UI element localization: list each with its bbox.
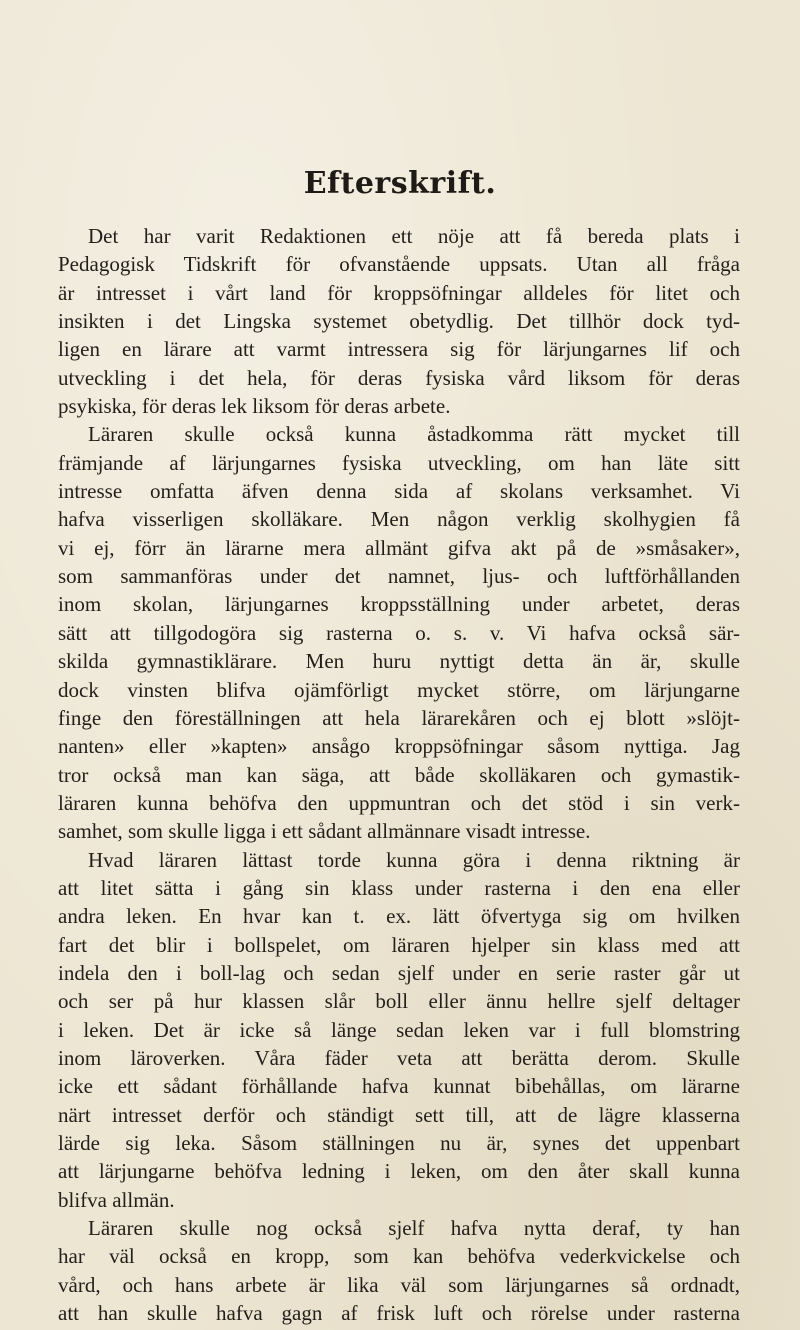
text-line: inom skolan, lärjungarnes kroppsställning under arbetet, deras: [58, 592, 740, 617]
text-line: Läraren skulle nog också sjelf hafva nytta deraf, ty han: [88, 1216, 740, 1241]
body-text: [58, 222, 740, 1327]
text-line: samhet, som skulle ligga i ett sådant allmännare visadt intresse.: [58, 819, 591, 844]
text-line: har väl också en kropp, som kan behöfva vederkvickelse och: [58, 1244, 740, 1269]
paragraph-3: [58, 846, 740, 1214]
text-line: läraren kunna behöfva den uppmuntran och det stöd i sin verk-: [58, 790, 740, 815]
text-line: vi ej, förr än lärarne mera allmänt gifva akt på de »småsaker»,: [58, 535, 740, 560]
text-line: närt intresset derför och ständigt sett till, att de lägre klasserna: [58, 1102, 740, 1127]
text-line: andra leken. En hvar kan t. ex. lätt öfvertyga sig om hvilken: [58, 904, 740, 929]
text-line: Hvad läraren lättast torde kunna göra i denna riktning är: [88, 847, 740, 872]
paragraph-2: [58, 420, 740, 845]
text-line: fart det blir i bollspelet, om läraren hjelper sin klass med att: [58, 932, 740, 957]
text-line: tror också man kan säga, att både skolläkaren och gymastik-: [58, 762, 740, 787]
text-line: vård, och hans arbete är lika väl som lärjungarnes så ordnadt,: [58, 1272, 740, 1297]
text-line: att litet sätta i gång sin klass under rasterna i den ena eller: [58, 875, 740, 900]
text-line: utveckling i det hela, för deras fysiska vård liksom för deras: [58, 365, 740, 390]
text-line: hafva visserligen skolläkare. Men någon verklig skolhygien få: [58, 507, 740, 532]
text-line: att han skulle hafva gagn af frisk luft och rörelse under rasterna: [58, 1301, 740, 1326]
text-line: indela den i boll-lag och sedan sjelf under en serie raster går ut: [58, 960, 740, 985]
text-line: sätt att tillgodogöra sig rasterna o. s. v. Vi hafva också sär-: [58, 620, 740, 645]
text-line: i leken. Det är icke så länge sedan leken var i full blomstring: [58, 1017, 740, 1042]
text-line: skilda gymnastiklärare. Men huru nyttigt detta än är, skulle: [58, 649, 740, 674]
text-line: nanten» eller »kapten» ansågo kroppsöfningar såsom nyttiga. Jag: [58, 734, 740, 759]
text-line: finge den föreställningen att hela lärarekåren och ej blott »slöjt-: [58, 705, 740, 730]
text-line: att lärjungarne behöfva ledning i leken, om den åter skall kunna: [58, 1159, 740, 1184]
paragraph-1: [58, 222, 740, 420]
text-line: insikten i det Lingska systemet obetydlig. Det tillhör dock tyd-: [58, 309, 740, 334]
text-line: är intresset i vårt land för kroppsöfningar alldeles för litet och: [58, 280, 740, 305]
text-line: ligen en lärare att varmt intressera sig för lärjungarnes lif och: [58, 337, 740, 362]
text-line: dock vinsten blifva ojämförligt mycket större, om lärjungarne: [58, 677, 740, 702]
paragraph-4: [58, 1214, 740, 1327]
text-line: som sammanföras under det namnet, ljus- och luftförhållanden: [58, 564, 740, 589]
text-line: blifva allmän.: [58, 1187, 175, 1212]
text-line: och ser på hur klassen slår boll eller ännu hellre sjelf deltager: [58, 989, 740, 1014]
text-line: inom läroverken. Våra fäder veta att berätta derom. Skulle: [58, 1045, 740, 1070]
text-line: främjande af lärjungarnes fysiska utveckling, om han läte sitt: [58, 450, 740, 475]
text-line: Det har varit Redaktionen ett nöje att få bereda plats i: [88, 224, 740, 248]
text-line: icke ett sådant förhållande hafva kunnat bibehållas, om lärarne: [58, 1074, 740, 1099]
text-line: Pedagogisk Tidskrift för ofvanstående uppsats. Utan all fråga: [58, 252, 740, 277]
text-line: lärde sig leka. Såsom ställningen nu är, synes det uppenbart: [58, 1131, 740, 1155]
text-line: intresse omfatta äfven denna sida af skolans verksamhet. Vi: [58, 479, 740, 504]
text-line: psykiska, för deras lek liksom för deras arbete.: [58, 394, 451, 419]
text-line: Läraren skulle också kunna åstadkomma rätt mycket till: [88, 422, 740, 447]
page-title: Efterskrift.: [303, 166, 497, 201]
